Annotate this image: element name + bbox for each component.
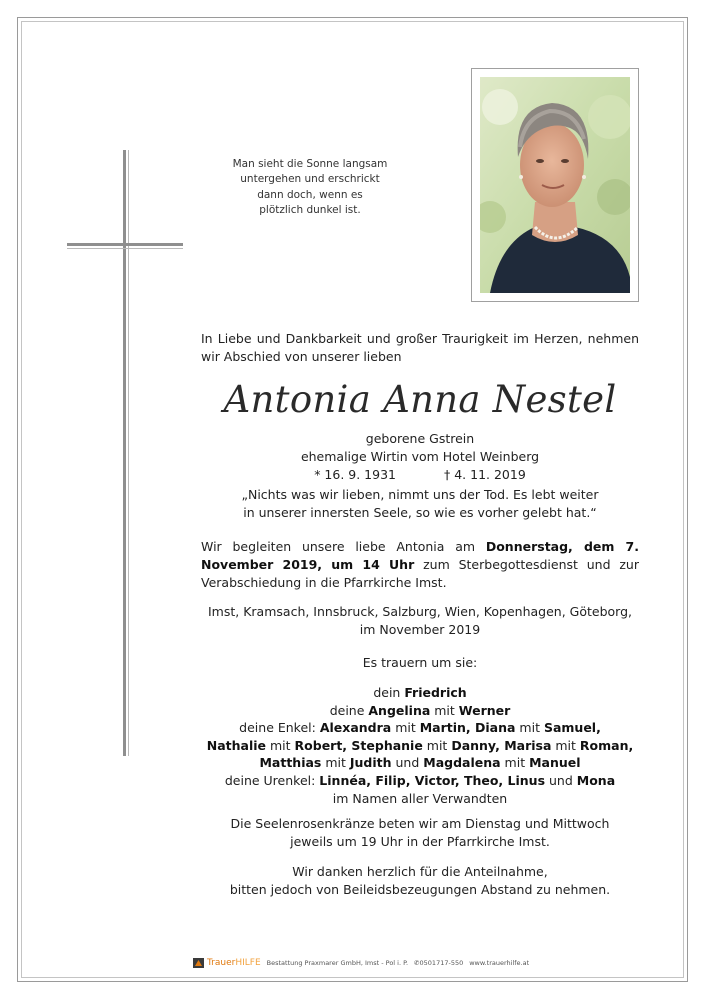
poem-line: untergehen und erschrickt [240, 173, 380, 186]
website-link[interactable]: www.trauerhilfe.at [469, 959, 530, 967]
portrait-frame [471, 68, 639, 302]
mourners-heading: Es trauern um sie: [362, 655, 478, 670]
list-item: deine Angelina mit Werner [329, 702, 511, 718]
poem [210, 157, 410, 219]
list-item: Nathalie mit Robert, Stephanie mit Danny, Marisa mit Roman, [206, 737, 634, 753]
list-item: im Namen aller Verwandten [332, 790, 508, 806]
quote [201, 486, 639, 522]
intro-text: In Liebe und Dankbarkeit und großer Traurigkeit im Herzen, nehmen wir Abschied von unserer lieben [201, 331, 639, 364]
thanks-notice [201, 863, 639, 899]
rosary-line: Die Seelenrosenkränze beten wir am Dienstag und Mittwoch [230, 816, 610, 831]
logo-icon [193, 958, 204, 968]
portrait-photo [480, 77, 630, 293]
rosary-line: jeweils um 19 Uhr in der Pfarrkirche Imst. [290, 834, 550, 849]
poem-line: Man sieht die Sonne langsam [232, 158, 388, 170]
birth-date: * 16. 9. 1931 [314, 467, 396, 482]
occupation: ehemalige Wirtin vom Hotel Weinberg [300, 449, 540, 464]
places-line: Imst, Kramsach, Innsbruck, Salzburg, Wien, Kopenhagen, Göteborg, [208, 604, 632, 619]
company-name: Bestattung Praxmarer GmbH, Imst - Pol i. P. [266, 959, 409, 967]
birth-name: geborene Gstrein [365, 431, 475, 446]
rosary-notice [201, 815, 639, 851]
logo-text: TrauerHILFE [207, 958, 261, 968]
quote-line: in unserer innersten Seele, so wie es vorher gelebt hat.“ [243, 505, 597, 520]
service-post: zum Sterbegottesdienst und zur Verabschiedung in die Pfarrkirche Imst. [201, 557, 639, 590]
list-item: deine Urenkel: Linnéa, Filip, Victor, Theo, Linus und Mona [224, 772, 616, 788]
thanks-line: Wir danken herzlich für die Anteilnahme, [292, 864, 548, 879]
mourners-list [201, 684, 639, 807]
footer [193, 956, 529, 970]
poem-line: dann doch, wenn es [257, 188, 363, 201]
life-dates [201, 466, 639, 484]
phone-number: ✆0501717-550 [414, 959, 464, 967]
quote-line: „Nichts was wir lieben, nimmt uns der Tod. Es lebt weiter [241, 487, 599, 502]
places-date: im November 2019 [359, 622, 481, 637]
service-text [201, 538, 639, 592]
deceased-name: Antonia Anna Nestel [223, 378, 617, 421]
service-date: Donnerstag, dem 7. November 2019, um 14 Uhr [201, 539, 639, 572]
places [201, 603, 639, 639]
thanks-line: bitten jedoch von Beileidsbezeugungen Abstand zu nehmen. [229, 882, 611, 897]
service-pre: Wir begleiten unsere liebe Antonia am [201, 539, 486, 554]
list-item: Matthias mit Judith und Magdalena mit Manuel [259, 755, 581, 771]
list-item: dein Friedrich [373, 685, 467, 700]
death-date: † 4. 11. 2019 [444, 467, 526, 482]
poem-line: plötzlich dunkel ist. [259, 204, 361, 217]
deceased-details [201, 430, 639, 484]
list-item: deine Enkel: Alexandra mit Martin, Diana mit Samuel, [239, 720, 601, 736]
